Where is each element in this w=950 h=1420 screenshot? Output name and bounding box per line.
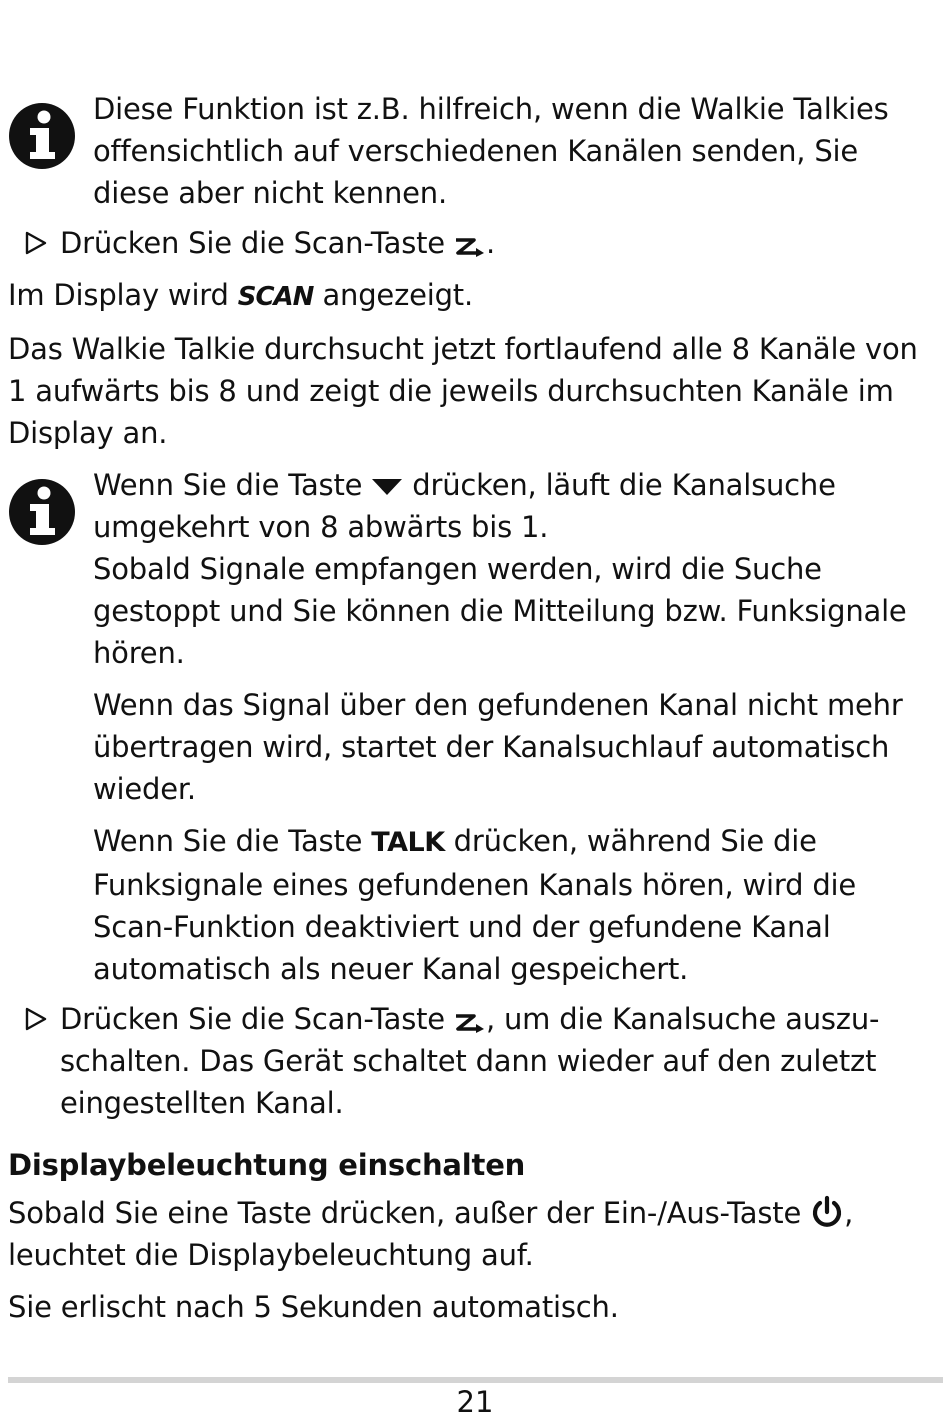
triangle-right-icon [24, 231, 48, 255]
section-heading: Displaybeleuchtung einschalten [8, 1148, 526, 1182]
step-text-after: , um die Kanalsuche auszu-schalten. Das Gerät schaltet dann wieder auf den zuletzt eingestellten Kanal. [60, 1002, 880, 1120]
display-scan-line: Im Display wird SCAN angezeigt. [8, 278, 473, 312]
step-text-before: Drücken Sie die Scan-Taste [60, 226, 454, 260]
power-icon [810, 1195, 844, 1229]
backlight-timeout: Sie erlischt nach 5 Sekunden automatisch. [8, 1290, 619, 1324]
info-icon [8, 102, 76, 170]
talk-key-label: TALK [371, 827, 445, 858]
info-note-auto-restart: Wenn das Signal über den gefundenen Kanal nicht mehr übertragen wird, startet der Kanalsuchlauf automatisch wieder. [93, 688, 903, 806]
info-note-talk-save: Wenn Sie die Taste TALK drücken, während Sie die Funksignale eines gefundenen Kanals hören, wird die Scan-Funktion deaktiviert und der gefundene Kanal automatisch als neuer Kanal gespeichert. [93, 824, 857, 986]
step-text-before: Drücken Sie die Scan-Taste [60, 1002, 454, 1036]
backlight-description: Sobald Sie eine Taste drücken, außer der Ein-/Aus-Taste , leuchtet die Displaybeleuchtung auf. [8, 1196, 854, 1272]
manual-page-content [8, 88, 943, 1328]
step-stop-scan [8, 998, 943, 1124]
scan-icon [454, 1011, 486, 1033]
page-number: 21 [456, 1385, 494, 1419]
info-note-reverse-scan: Wenn Sie die Taste drücken, läuft die Kanalsuche umgekehrt von 8 abwärts bis 1. [93, 468, 836, 544]
scan-display-word: SCAN [237, 282, 314, 312]
step-start-scan [8, 222, 943, 264]
footer-divider [8, 1377, 943, 1383]
arrow-down-icon [371, 477, 403, 497]
triangle-right-icon [24, 1007, 48, 1031]
step-text-after: . [485, 226, 495, 260]
info-note-scan-purpose [8, 88, 943, 214]
scan-icon [454, 235, 486, 257]
info-note-signal-received: Sobald Signale empfangen werden, wird die Suche gestoppt und Sie können die Mitteilung bzw. Funksignale hören. [93, 552, 907, 670]
info-icon [8, 478, 76, 546]
info-note-scan-details [8, 464, 943, 990]
info-note-text: Diese Funktion ist z.B. hilfreich, wenn die Walkie Talkies offensichtlich auf verschiedenen Kanälen senden, Sie diese aber nicht kennen. [93, 92, 889, 210]
scan-description: Das Walkie Talkie durchsucht jetzt fortlaufend alle 8 Kanäle von 1 aufwärts bis 8 und zeigt die jeweils durchsuchten Kanäle im Display an. [8, 332, 918, 450]
